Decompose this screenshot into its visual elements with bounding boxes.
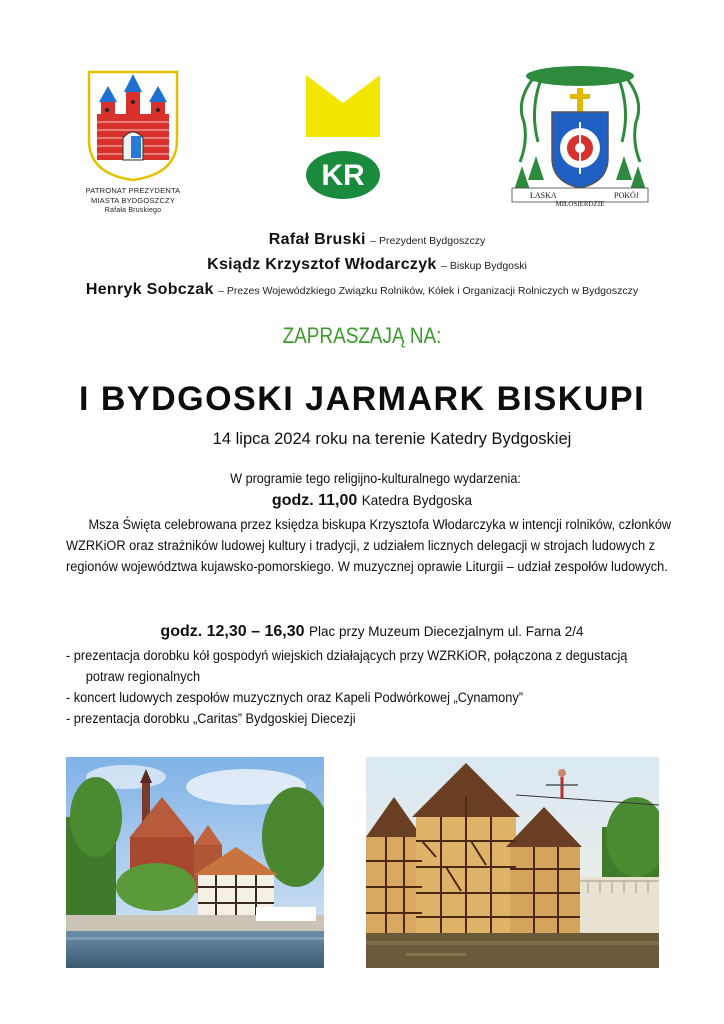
slot-time: godz. 12,30 – 16,30 [160, 623, 305, 640]
motto-left: ŁASKA [530, 191, 557, 200]
patronage-line-3: Rafała Bruskiego [104, 207, 162, 214]
slot-place: Plac przy Muzeum Diecezjalnym ul. Farna 2/4 [308, 624, 584, 639]
host-name: Rafał Bruski [268, 231, 366, 248]
kr-letters: KR [321, 159, 365, 192]
bishop-logo [510, 62, 650, 212]
activity-list [66, 646, 696, 730]
host-role: – Prezes Wojewódzkiego Związku Rolników, Kółek i Organizacji Rolniczych w Bydgoszczy [218, 285, 639, 297]
city-patronage-logo [68, 70, 198, 220]
bydgoszcz-coat-of-arms-icon [87, 70, 179, 182]
list-item-continuation: potraw regionalnych [85, 669, 201, 685]
list-item-text: - prezentacja dorobku kół gospodyń wiejskich działających przy WZRKiOR, połączona z degustacją [66, 648, 628, 664]
invite-heading: ZAPRASZAJĄ NA: [282, 323, 442, 348]
cathedral-riverside-photo [66, 757, 324, 968]
motto-right: POKÓJ [614, 191, 639, 200]
host-role: – Prezydent Bydgoszczy [370, 235, 486, 247]
hosts-block [0, 228, 724, 303]
list-item [66, 688, 696, 709]
event-date: 14 lipca 2024 roku na terenie Katedry Bydgoskiej [212, 430, 572, 448]
list-item-text: - prezentacja dorobku „Caritas” Bydgoskiej Diecezji [66, 711, 356, 727]
mass-description [66, 515, 672, 578]
program-intro: W programie tego religijno-kulturalnego wydarzenia: [230, 470, 521, 486]
patronage-line-1: PATRONAT PREZYDENTA [85, 186, 181, 195]
slot-place: Katedra Bydgoska [361, 493, 473, 508]
list-item-text: - koncert ludowych zespołów muzycznych oraz Kapeli Podwórkowej „Cynamony” [66, 690, 524, 706]
bishop-coat-of-arms-icon [510, 62, 650, 212]
granaries-tightrope-photo [366, 757, 659, 968]
host-line [0, 228, 724, 253]
kr-logo [302, 75, 384, 205]
host-role: – Biskup Bydgoski [441, 260, 527, 272]
program-slot-heading [0, 492, 724, 510]
host-line [0, 253, 724, 278]
event-title: I BYDGOSKI JARMARK BISKUPI [78, 380, 646, 418]
host-name: Ksiądz Krzysztof Włodarczyk [207, 256, 437, 273]
motto-center: MIŁOSIERDZIE [555, 200, 605, 208]
slot-time: godz. 11,00 [271, 492, 358, 509]
patronage-line-2: MIASTA BYDGOSZCZY [90, 196, 176, 205]
mass-description-text: Msza Święta celebrowana przez księdza biskupa Krzysztofa Włodarczyka w intencji rolników, członków WZRKiOR oraz strażników ludowej kultury i tradycji, z udziałem licznych delegacji w strojach ludowych z regionów województwa kujawsko-pomorskiego. W muzycznej oprawie Liturgii – udział zespołów ludowych. [66, 517, 672, 575]
patronage-caption [68, 186, 198, 216]
host-name: Henryk Sobczak [85, 281, 214, 298]
list-item [66, 646, 696, 688]
kr-logo-icon [302, 75, 384, 205]
host-line [0, 278, 724, 303]
program-slot-heading [0, 623, 724, 641]
list-item [66, 709, 696, 730]
